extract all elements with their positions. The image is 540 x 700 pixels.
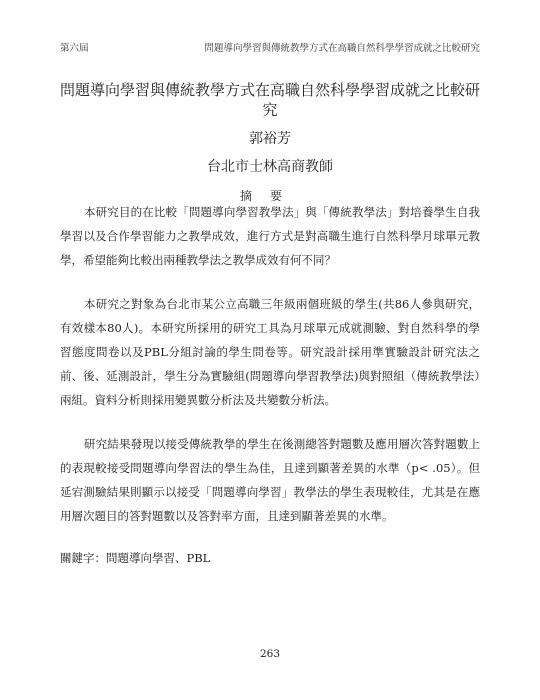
running-header: [60, 40, 480, 56]
abstract-paragraph-method: 本研究之對象為台北市某公立高職三年級兩個班級的學生(共86人參與研究，有效樣本80人)。本研究所採用的研究工具為月球單元成就測驗、對自然科學的學習態度問卷以及PBL分組討論的學生問卷等。研究設計採用準實驗設計研究法之前、後、延測設計，學生分為實驗組(問題導向學習教學法)與對照組（傳統教學法）兩組。資料分析則採用變異數分析法及共變數分析法。: [60, 297, 480, 407]
title-block: [60, 80, 480, 205]
abstract-paragraph-purpose: 本研究目的在比較「問題導向學習教學法」與「傳統教學法」對培養學生自我學習以及合作學習能力之教學成效，進行方式是對高職生進行自然科學月球單元教學，希望能夠比較出兩種教學法之教學成效有何不同？: [60, 205, 480, 267]
paper-title: 問題導向學習與傳統教學方式在高職自然科學學習成就之比較研究: [60, 81, 481, 119]
abstract-paragraph-results: 研究結果發現以接受傳統教學的學生在後測總答對題數及應用層次答對題數上的表現較接受問題導向學習法的學生為佳，且達到顯著差異的水準（p< .05）。但延宕測驗結果則顯示以接受「問題導向學習」教學法的學生表現較佳，尤其是在應用層次題目的答對題數以及答對率方面，且達到顯著差異的水準。: [60, 437, 480, 523]
author-affiliation: 台北市士林高商教師: [207, 159, 333, 175]
header-running-title: 問題導向學習與傳統教學方式在高職自然科學學習成就之比較研究: [204, 43, 480, 54]
header-edition: 第六屆: [60, 43, 89, 54]
abstract-body: [60, 200, 480, 582]
keywords-line: 關鍵字：問題導向學習、PBL: [60, 551, 211, 565]
author-name: 郭裕芳: [249, 131, 291, 147]
page-number: 263: [259, 648, 281, 660]
abstract-heading: 摘要: [239, 189, 300, 203]
